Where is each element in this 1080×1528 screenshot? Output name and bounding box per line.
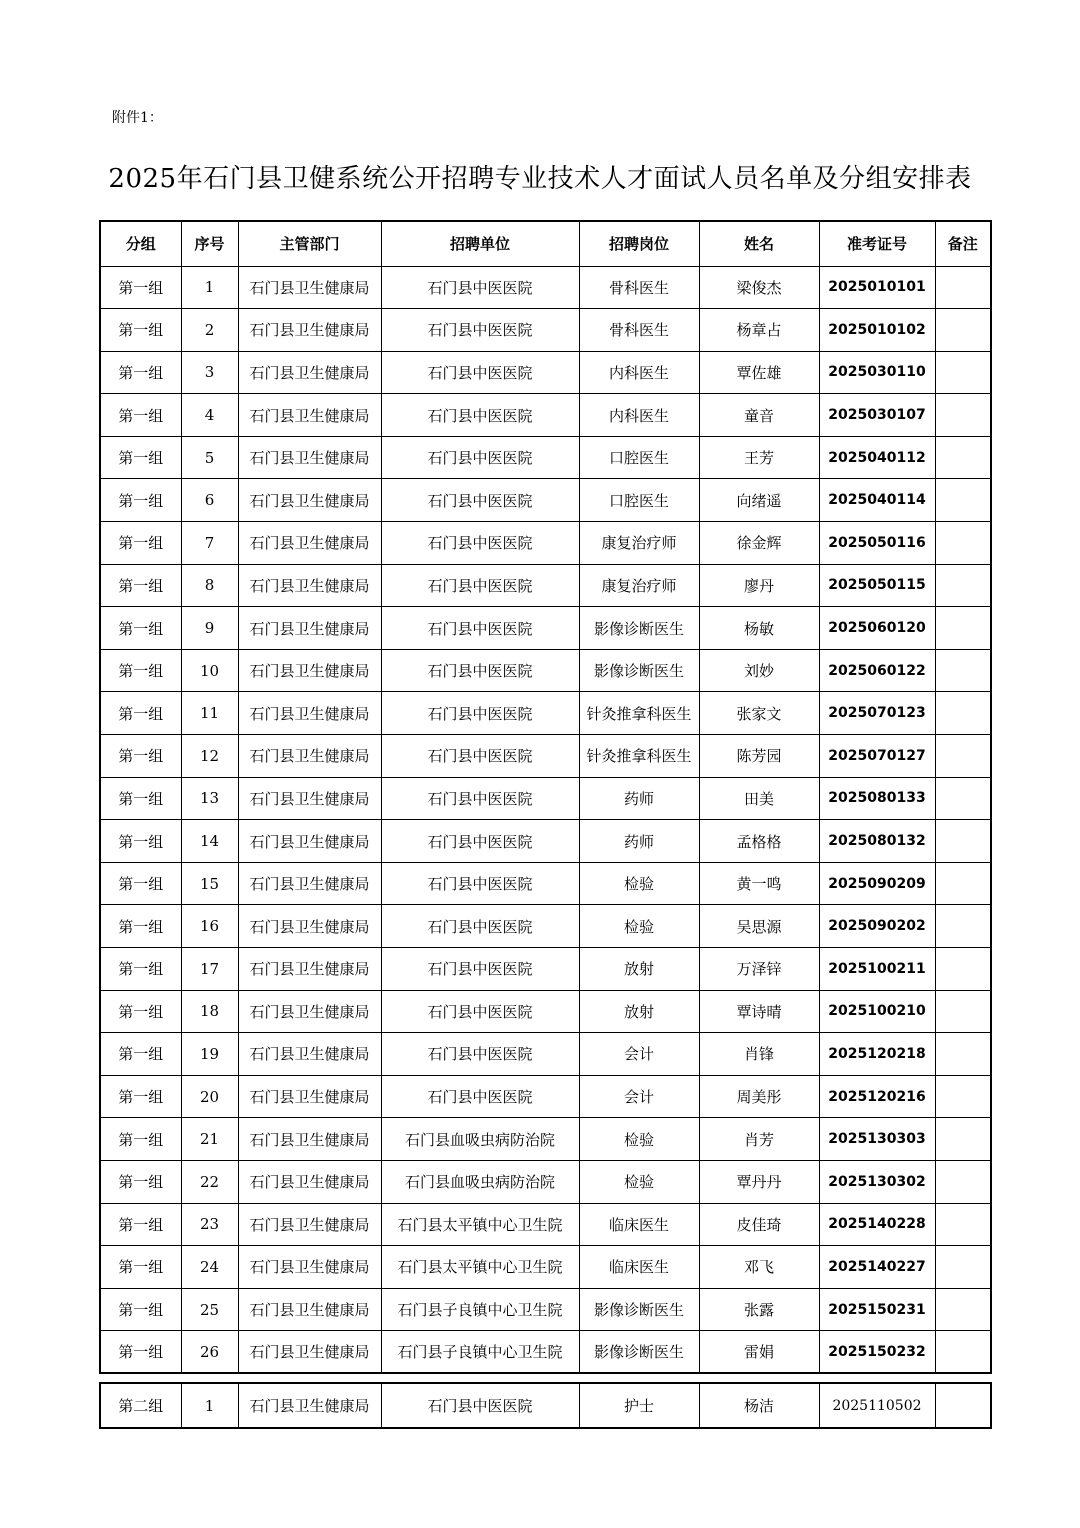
cell-group: 第一组 <box>100 479 181 522</box>
table-row <box>100 1160 991 1203</box>
cell-employer: 石门县子良镇中心卫生院 <box>381 1331 579 1374</box>
cell-exam-id: 2025110502 <box>819 1383 935 1428</box>
interview-table-group-1 <box>99 220 992 1374</box>
cell-exam-id: 2025080133 <box>819 777 935 820</box>
cell-seq: 1 <box>181 1383 238 1428</box>
cell-remarks <box>935 820 991 863</box>
cell-group: 第一组 <box>100 990 181 1033</box>
cell-exam-id: 2025050115 <box>819 564 935 607</box>
table-body-group-1 <box>100 266 991 1373</box>
cell-position: 临床医生 <box>579 1246 699 1289</box>
table-row <box>100 522 991 565</box>
cell-seq: 13 <box>181 777 238 820</box>
cell-seq: 25 <box>181 1288 238 1331</box>
cell-department: 石门县卫生健康局 <box>238 990 381 1033</box>
cell-exam-id: 2025010102 <box>819 309 935 352</box>
cell-remarks <box>935 990 991 1033</box>
cell-name: 覃丹丹 <box>699 1160 819 1203</box>
cell-seq: 18 <box>181 990 238 1033</box>
cell-position: 放射 <box>579 948 699 991</box>
cell-name: 杨洁 <box>699 1383 819 1428</box>
cell-group: 第一组 <box>100 564 181 607</box>
cell-seq: 22 <box>181 1160 238 1203</box>
cell-remarks <box>935 1118 991 1161</box>
cell-name: 廖丹 <box>699 564 819 607</box>
cell-name: 王芳 <box>699 436 819 479</box>
cell-department: 石门县卫生健康局 <box>238 266 381 309</box>
cell-department: 石门县卫生健康局 <box>238 735 381 778</box>
cell-department: 石门县卫生健康局 <box>238 692 381 735</box>
cell-remarks <box>935 1075 991 1118</box>
cell-position: 针灸推拿科医生 <box>579 735 699 778</box>
cell-name: 邓飞 <box>699 1246 819 1289</box>
cell-seq: 10 <box>181 649 238 692</box>
cell-seq: 15 <box>181 862 238 905</box>
cell-department: 石门县卫生健康局 <box>238 394 381 437</box>
table-row <box>100 394 991 437</box>
cell-remarks <box>935 777 991 820</box>
cell-group: 第一组 <box>100 1288 181 1331</box>
table-row <box>100 1383 991 1428</box>
cell-employer: 石门县中医医院 <box>381 735 579 778</box>
cell-name: 覃诗晴 <box>699 990 819 1033</box>
cell-department: 石门县卫生健康局 <box>238 1331 381 1374</box>
cell-seq: 5 <box>181 436 238 479</box>
cell-position: 影像诊断医生 <box>579 1331 699 1374</box>
cell-name: 黄一鸣 <box>699 862 819 905</box>
cell-position: 会计 <box>579 1075 699 1118</box>
table-row <box>100 479 991 522</box>
cell-group: 第一组 <box>100 735 181 778</box>
cell-exam-id: 2025090202 <box>819 905 935 948</box>
cell-seq: 2 <box>181 309 238 352</box>
cell-remarks <box>935 948 991 991</box>
cell-exam-id: 2025040112 <box>819 436 935 479</box>
header-seq: 序号 <box>181 221 238 266</box>
cell-seq: 23 <box>181 1203 238 1246</box>
cell-remarks <box>935 1383 991 1428</box>
cell-remarks <box>935 1203 991 1246</box>
cell-position: 针灸推拿科医生 <box>579 692 699 735</box>
cell-group: 第一组 <box>100 692 181 735</box>
cell-employer: 石门县中医医院 <box>381 862 579 905</box>
table-row <box>100 948 991 991</box>
cell-department: 石门县卫生健康局 <box>238 607 381 650</box>
cell-group: 第一组 <box>100 1160 181 1203</box>
cell-department: 石门县卫生健康局 <box>238 1075 381 1118</box>
cell-exam-id: 2025040114 <box>819 479 935 522</box>
cell-seq: 17 <box>181 948 238 991</box>
cell-name: 雷娟 <box>699 1331 819 1374</box>
cell-position: 口腔医生 <box>579 436 699 479</box>
table-row <box>100 777 991 820</box>
cell-exam-id: 2025070123 <box>819 692 935 735</box>
cell-employer: 石门县中医医院 <box>381 266 579 309</box>
cell-name: 吴思源 <box>699 905 819 948</box>
cell-exam-id: 2025130303 <box>819 1118 935 1161</box>
cell-seq: 11 <box>181 692 238 735</box>
header-name: 姓名 <box>699 221 819 266</box>
cell-group: 第一组 <box>100 522 181 565</box>
cell-seq: 3 <box>181 351 238 394</box>
cell-name: 刘妙 <box>699 649 819 692</box>
header-position: 招聘岗位 <box>579 221 699 266</box>
attachment-label: 附件1： <box>112 110 163 126</box>
cell-exam-id: 2025150231 <box>819 1288 935 1331</box>
cell-position: 检验 <box>579 862 699 905</box>
table-row <box>100 1118 991 1161</box>
cell-name: 杨敏 <box>699 607 819 650</box>
table-row <box>100 1288 991 1331</box>
cell-position: 会计 <box>579 1033 699 1076</box>
cell-exam-id: 2025140227 <box>819 1246 935 1289</box>
cell-employer: 石门县中医医院 <box>381 436 579 479</box>
cell-position: 影像诊断医生 <box>579 649 699 692</box>
cell-group: 第一组 <box>100 309 181 352</box>
table-row <box>100 1246 991 1289</box>
header-employer: 招聘单位 <box>381 221 579 266</box>
cell-position: 检验 <box>579 905 699 948</box>
table-row <box>100 1033 991 1076</box>
cell-employer: 石门县中医医院 <box>381 905 579 948</box>
table-row <box>100 1075 991 1118</box>
cell-department: 石门县卫生健康局 <box>238 777 381 820</box>
cell-employer: 石门县中医医院 <box>381 777 579 820</box>
cell-remarks <box>935 692 991 735</box>
cell-employer: 石门县中医医院 <box>381 948 579 991</box>
cell-group: 第一组 <box>100 777 181 820</box>
cell-position: 康复治疗师 <box>579 564 699 607</box>
cell-group: 第一组 <box>100 1075 181 1118</box>
cell-seq: 24 <box>181 1246 238 1289</box>
cell-employer: 石门县太平镇中心卫生院 <box>381 1203 579 1246</box>
cell-remarks <box>935 649 991 692</box>
cell-name: 肖锋 <box>699 1033 819 1076</box>
cell-seq: 20 <box>181 1075 238 1118</box>
cell-name: 张露 <box>699 1288 819 1331</box>
table-row <box>100 266 991 309</box>
cell-position: 影像诊断医生 <box>579 607 699 650</box>
table-row <box>100 1331 991 1374</box>
cell-position: 临床医生 <box>579 1203 699 1246</box>
cell-department: 石门县卫生健康局 <box>238 649 381 692</box>
cell-group: 第一组 <box>100 1203 181 1246</box>
cell-department: 石门县卫生健康局 <box>238 1203 381 1246</box>
cell-department: 石门县卫生健康局 <box>238 1118 381 1161</box>
cell-exam-id: 2025090209 <box>819 862 935 905</box>
cell-group: 第一组 <box>100 948 181 991</box>
table-row <box>100 436 991 479</box>
cell-group: 第一组 <box>100 607 181 650</box>
cell-department: 石门县卫生健康局 <box>238 905 381 948</box>
table-row <box>100 649 991 692</box>
cell-employer: 石门县子良镇中心卫生院 <box>381 1288 579 1331</box>
cell-remarks <box>935 266 991 309</box>
cell-group: 第一组 <box>100 905 181 948</box>
cell-seq: 12 <box>181 735 238 778</box>
cell-seq: 8 <box>181 564 238 607</box>
cell-remarks <box>935 522 991 565</box>
cell-department: 石门县卫生健康局 <box>238 1383 381 1428</box>
header-group: 分组 <box>100 221 181 266</box>
cell-exam-id: 2025150232 <box>819 1331 935 1374</box>
cell-exam-id: 2025100210 <box>819 990 935 1033</box>
cell-name: 田美 <box>699 777 819 820</box>
cell-seq: 6 <box>181 479 238 522</box>
table-header-row <box>100 221 991 266</box>
cell-exam-id: 2025010101 <box>819 266 935 309</box>
cell-group: 第二组 <box>100 1383 181 1428</box>
cell-exam-id: 2025080132 <box>819 820 935 863</box>
cell-exam-id: 2025030107 <box>819 394 935 437</box>
cell-department: 石门县卫生健康局 <box>238 522 381 565</box>
cell-group: 第一组 <box>100 1118 181 1161</box>
cell-remarks <box>935 351 991 394</box>
header-exam-id: 准考证号 <box>819 221 935 266</box>
table-body-group-2 <box>100 1383 991 1428</box>
cell-exam-id: 2025130302 <box>819 1160 935 1203</box>
cell-department: 石门县卫生健康局 <box>238 309 381 352</box>
cell-name: 孟格格 <box>699 820 819 863</box>
cell-group: 第一组 <box>100 820 181 863</box>
cell-seq: 19 <box>181 1033 238 1076</box>
cell-department: 石门县卫生健康局 <box>238 820 381 863</box>
table-row <box>100 735 991 778</box>
cell-seq: 7 <box>181 522 238 565</box>
table-row <box>100 820 991 863</box>
cell-seq: 14 <box>181 820 238 863</box>
cell-group: 第一组 <box>100 351 181 394</box>
cell-position: 内科医生 <box>579 394 699 437</box>
cell-employer: 石门县中医医院 <box>381 607 579 650</box>
cell-position: 康复治疗师 <box>579 522 699 565</box>
cell-position: 检验 <box>579 1160 699 1203</box>
cell-name: 杨章占 <box>699 309 819 352</box>
cell-remarks <box>935 394 991 437</box>
cell-position: 药师 <box>579 777 699 820</box>
cell-employer: 石门县中医医院 <box>381 479 579 522</box>
cell-remarks <box>935 309 991 352</box>
cell-department: 石门县卫生健康局 <box>238 479 381 522</box>
table-row <box>100 564 991 607</box>
cell-exam-id: 2025100211 <box>819 948 935 991</box>
cell-employer: 石门县中医医院 <box>381 1033 579 1076</box>
cell-name: 徐金辉 <box>699 522 819 565</box>
cell-seq: 21 <box>181 1118 238 1161</box>
cell-name: 周美彤 <box>699 1075 819 1118</box>
cell-position: 内科医生 <box>579 351 699 394</box>
cell-employer: 石门县中医医院 <box>381 820 579 863</box>
cell-group: 第一组 <box>100 862 181 905</box>
cell-seq: 9 <box>181 607 238 650</box>
cell-exam-id: 2025140228 <box>819 1203 935 1246</box>
cell-exam-id: 2025060120 <box>819 607 935 650</box>
cell-remarks <box>935 862 991 905</box>
cell-name: 童音 <box>699 394 819 437</box>
cell-department: 石门县卫生健康局 <box>238 436 381 479</box>
cell-name: 梁俊杰 <box>699 266 819 309</box>
cell-employer: 石门县中医医院 <box>381 649 579 692</box>
cell-exam-id: 2025060122 <box>819 649 935 692</box>
cell-employer: 石门县中医医院 <box>381 692 579 735</box>
cell-department: 石门县卫生健康局 <box>238 1160 381 1203</box>
cell-employer: 石门县中医医院 <box>381 351 579 394</box>
cell-group: 第一组 <box>100 1033 181 1076</box>
cell-remarks <box>935 564 991 607</box>
cell-position: 药师 <box>579 820 699 863</box>
cell-name: 陈芳园 <box>699 735 819 778</box>
cell-employer: 石门县中医医院 <box>381 522 579 565</box>
cell-position: 护士 <box>579 1383 699 1428</box>
cell-exam-id: 2025030110 <box>819 351 935 394</box>
cell-remarks <box>935 607 991 650</box>
cell-exam-id: 2025070127 <box>819 735 935 778</box>
cell-seq: 26 <box>181 1331 238 1374</box>
cell-department: 石门县卫生健康局 <box>238 948 381 991</box>
table-row <box>100 990 991 1033</box>
table-row <box>100 905 991 948</box>
table-row <box>100 309 991 352</box>
cell-group: 第一组 <box>100 436 181 479</box>
cell-position: 影像诊断医生 <box>579 1288 699 1331</box>
cell-department: 石门县卫生健康局 <box>238 351 381 394</box>
table-row <box>100 692 991 735</box>
cell-name: 皮佳琦 <box>699 1203 819 1246</box>
cell-department: 石门县卫生健康局 <box>238 862 381 905</box>
cell-exam-id: 2025120218 <box>819 1033 935 1076</box>
cell-employer: 石门县太平镇中心卫生院 <box>381 1246 579 1289</box>
cell-group: 第一组 <box>100 1331 181 1374</box>
cell-group: 第一组 <box>100 266 181 309</box>
table-row <box>100 862 991 905</box>
cell-employer: 石门县血吸虫病防治院 <box>381 1118 579 1161</box>
cell-employer: 石门县中医医院 <box>381 990 579 1033</box>
cell-remarks <box>935 905 991 948</box>
cell-position: 骨科医生 <box>579 266 699 309</box>
cell-seq: 4 <box>181 394 238 437</box>
cell-remarks <box>935 735 991 778</box>
cell-employer: 石门县中医医院 <box>381 1383 579 1428</box>
cell-department: 石门县卫生健康局 <box>238 1246 381 1289</box>
interview-table-group-2 <box>99 1382 992 1429</box>
header-department: 主管部门 <box>238 221 381 266</box>
cell-remarks <box>935 1246 991 1289</box>
page-title: 2025年石门县卫健系统公开招聘专业技术人才面试人员名单及分组安排表 <box>108 164 972 194</box>
cell-employer: 石门县中医医院 <box>381 394 579 437</box>
cell-department: 石门县卫生健康局 <box>238 1033 381 1076</box>
cell-position: 检验 <box>579 1118 699 1161</box>
cell-remarks <box>935 1160 991 1203</box>
cell-name: 覃佐雄 <box>699 351 819 394</box>
table-row <box>100 1203 991 1246</box>
cell-seq: 16 <box>181 905 238 948</box>
table-row <box>100 351 991 394</box>
cell-position: 骨科医生 <box>579 309 699 352</box>
cell-position: 口腔医生 <box>579 479 699 522</box>
cell-name: 肖芳 <box>699 1118 819 1161</box>
cell-remarks <box>935 1033 991 1076</box>
cell-remarks <box>935 1331 991 1374</box>
cell-remarks <box>935 479 991 522</box>
cell-employer: 石门县中医医院 <box>381 309 579 352</box>
cell-name: 张家文 <box>699 692 819 735</box>
cell-group: 第一组 <box>100 649 181 692</box>
cell-department: 石门县卫生健康局 <box>238 1288 381 1331</box>
cell-remarks <box>935 436 991 479</box>
cell-employer: 石门县中医医院 <box>381 564 579 607</box>
cell-name: 向绪遥 <box>699 479 819 522</box>
header-remarks: 备注 <box>935 221 991 266</box>
cell-group: 第一组 <box>100 394 181 437</box>
cell-exam-id: 2025120216 <box>819 1075 935 1118</box>
cell-employer: 石门县血吸虫病防治院 <box>381 1160 579 1203</box>
cell-group: 第一组 <box>100 1246 181 1289</box>
cell-employer: 石门县中医医院 <box>381 1075 579 1118</box>
cell-remarks <box>935 1288 991 1331</box>
cell-position: 放射 <box>579 990 699 1033</box>
table-row <box>100 607 991 650</box>
cell-name: 万泽锌 <box>699 948 819 991</box>
cell-seq: 1 <box>181 266 238 309</box>
cell-exam-id: 2025050116 <box>819 522 935 565</box>
cell-department: 石门县卫生健康局 <box>238 564 381 607</box>
